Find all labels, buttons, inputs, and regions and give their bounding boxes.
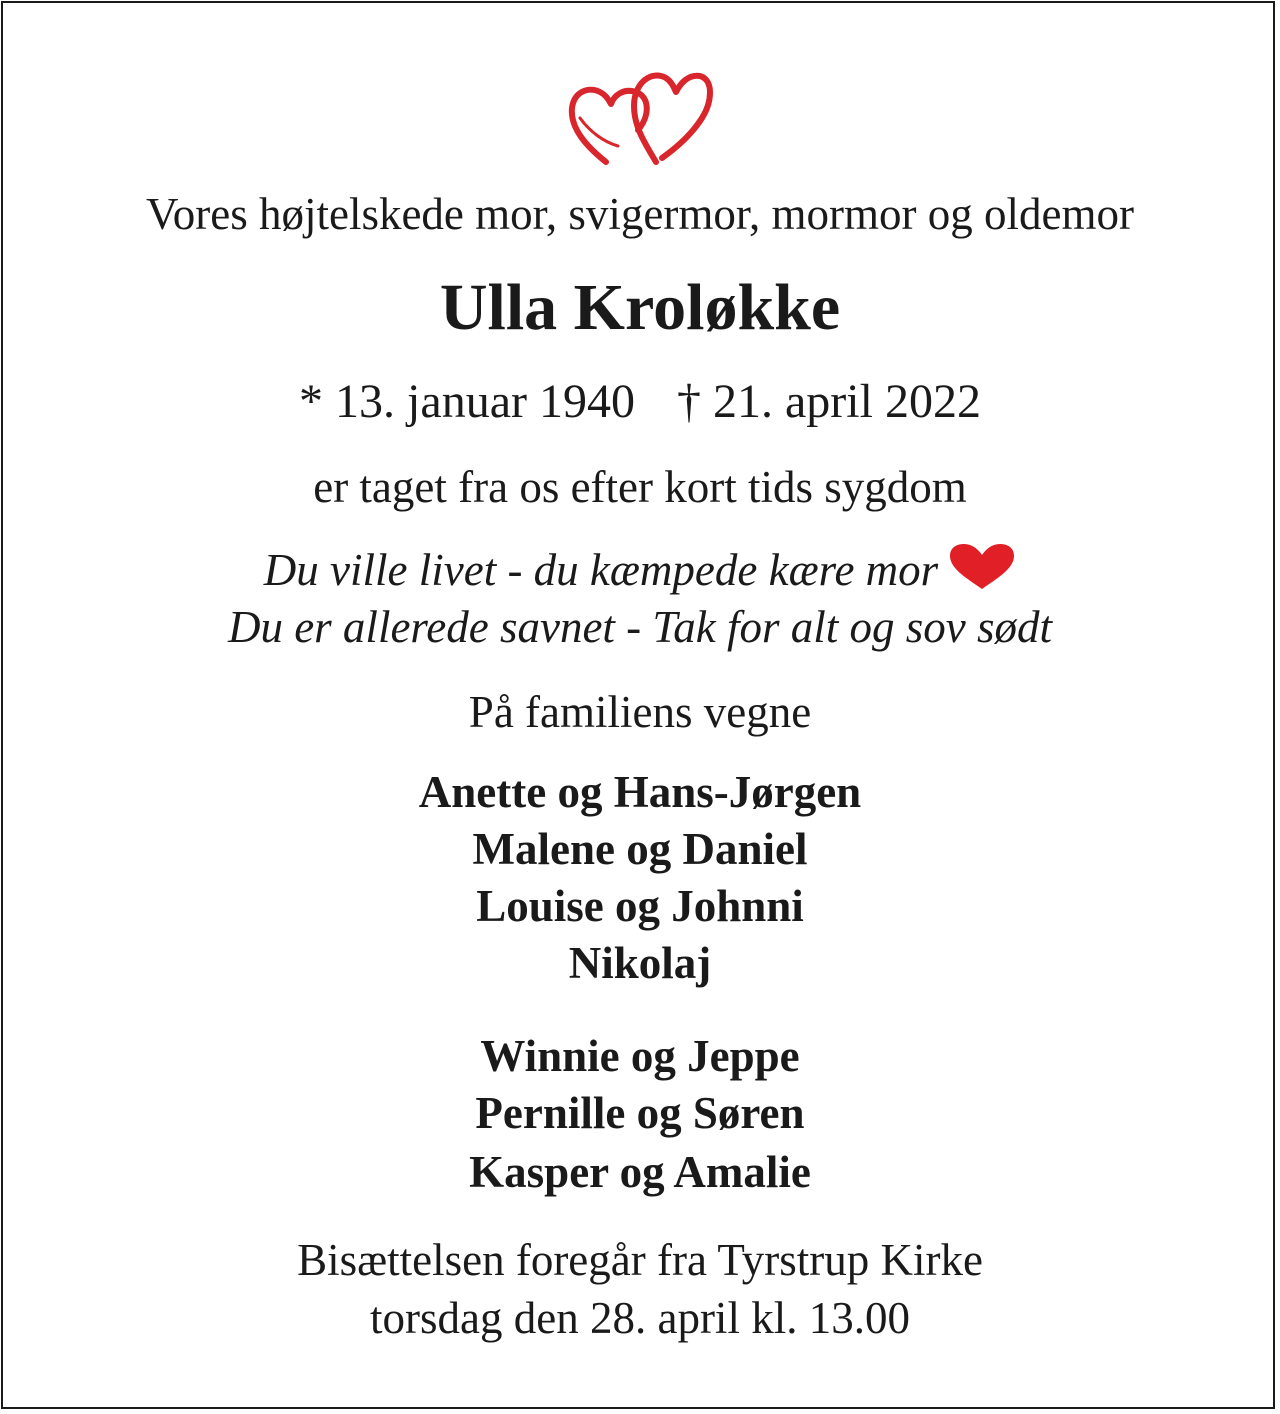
family-name-line: Nikolaj	[568, 938, 712, 988]
funeral-time: torsdag den 28. april kl. 13.00	[370, 1293, 910, 1343]
on-behalf-line: På familiens vegne	[468, 687, 812, 737]
family-name-line: Anette og Hans-Jørgen	[418, 767, 862, 817]
cause-line: er taget fra os efter kort tids sygdom	[313, 462, 967, 512]
family-name-line: Louise og Johnni	[476, 881, 804, 931]
birth-date: * 13. januar 1940	[299, 375, 635, 428]
family-name-line: Pernille og Søren	[475, 1088, 805, 1138]
verse-line-1	[0, 543, 1280, 596]
verse-line-2: Du er allerede savnet - Tak for alt og sov sødt	[227, 602, 1053, 652]
deceased-name: Ulla Kroløkke	[439, 271, 841, 344]
death-date: † 21. april 2022	[676, 375, 981, 428]
funeral-location: Bisættelsen foregår fra Tyrstrup Kirke	[297, 1235, 983, 1285]
life-dates	[0, 374, 1280, 429]
intertwined-hearts-icon	[566, 62, 714, 168]
verse-text-1: Du ville livet - du kæmpede kære mor	[263, 545, 939, 595]
family-name-line: Winnie og Jeppe	[480, 1031, 800, 1081]
family-name-line: Malene og Daniel	[472, 824, 808, 874]
family-name-line: Kasper og Amalie	[469, 1147, 811, 1197]
intro-line: Vores højtelskede mor, svigermor, mormor og oldemor	[146, 189, 1134, 239]
heart-icon	[948, 543, 1016, 591]
